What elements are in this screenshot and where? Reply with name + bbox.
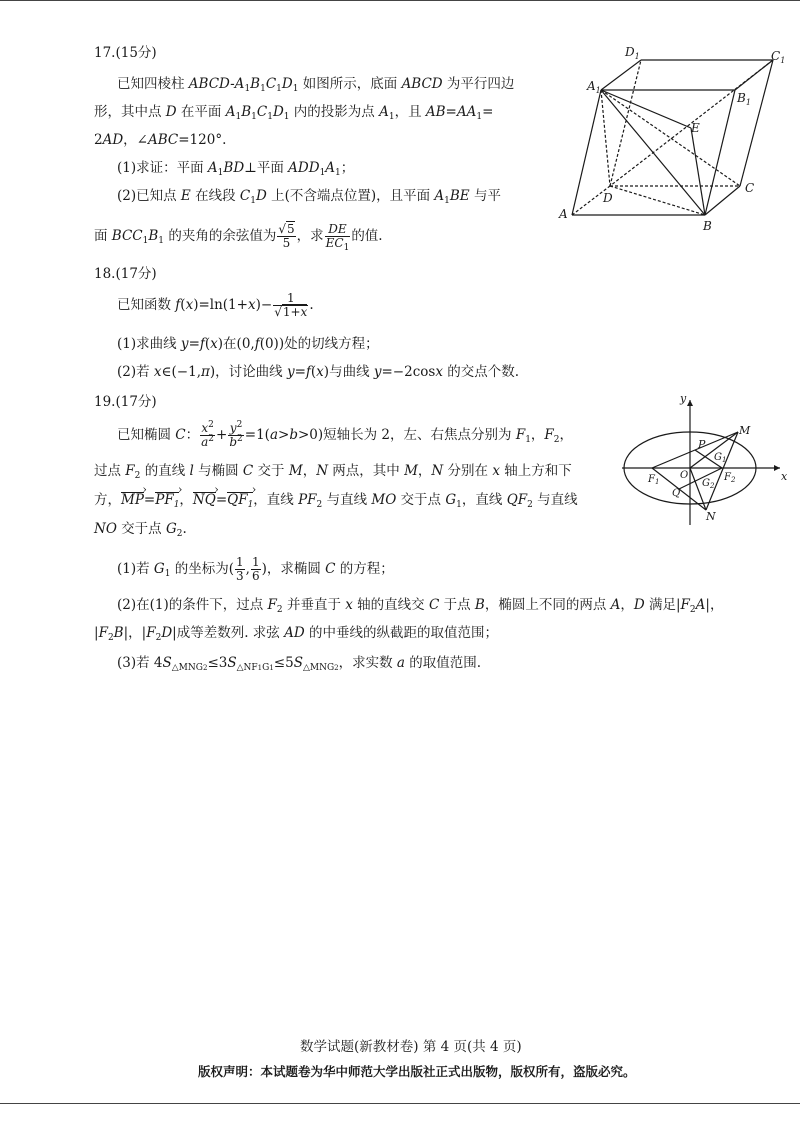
p19-header: 19.(17分) xyxy=(94,394,157,410)
bottom-border xyxy=(0,1103,800,1104)
label-g1: $G_1$ xyxy=(714,452,727,464)
p19-q2-cont: $|F_2B|$，$|F_2D|$成等差数列. 求弦 AD 的中垂线的纵截距的取值范围； xyxy=(94,625,498,643)
label-f2: $F_2$ xyxy=(724,472,736,484)
label-n: N xyxy=(706,510,716,523)
top-border xyxy=(0,0,800,1)
p19-line4: NO 交于点 $G_2$. xyxy=(94,521,187,539)
label-p: P xyxy=(698,438,706,451)
p17-q1: (1)求证：平面 $A_1BD\perp$平面 $ADD_1A_1$； xyxy=(117,160,355,178)
p19-line1: 已知椭圆 C： $\frac{x^2}{a^2}$ + $\frac{y^2}{b^2}$ =1(a>b>0)短轴长为 2，左、右焦点分别为 $F_1$，$F_2$， xyxy=(117,420,574,449)
label-c: C xyxy=(745,181,755,195)
edge-b-c xyxy=(705,186,740,215)
label-a1: $A_1$ xyxy=(587,79,601,95)
p18-line1: 已知函数 f(x)=ln(1+x)− $\frac{1}{√1+x}$ . xyxy=(117,291,314,319)
label-d: D xyxy=(603,191,613,205)
label-o: O xyxy=(680,470,689,481)
copyright-notice: 版权声明：本试题卷为华中师范大学出版社正式出版物，版权所有，盗版必究。 xyxy=(198,1064,636,1079)
label-b1: $B_1$ xyxy=(737,91,751,107)
p17-line2: 形，其中点 D 在平面 $A_1B_1C_1D_1$ 内的投影为点 $A_1$，且 $AB=AA_1=$ xyxy=(94,104,494,122)
label-q: Q xyxy=(672,488,681,499)
edge-d-d1 xyxy=(610,60,641,186)
edge-c-c1 xyxy=(740,60,773,186)
label-e: E xyxy=(691,121,700,135)
p17-line3: 2AD，∠ABC=120°. xyxy=(94,132,227,148)
seg-e-b xyxy=(691,128,705,215)
p18-q1: (1)求曲线 y=f(x)在(0,f(0))处的切线方程； xyxy=(117,336,379,352)
p18-header: 18.(17分) xyxy=(94,266,157,282)
p19-line2: 过点 $F_2$ 的直线 l 与椭圆 C 交于 M，N 两点，其中 M，N 分别在 x 轴上方和下 xyxy=(94,463,572,481)
ratio-fraction: $\frac{DE}{EC_1}$ xyxy=(325,222,350,253)
ellipse-figure xyxy=(618,390,793,530)
label-b: B xyxy=(703,219,712,233)
p17-q2-cont: 面 $BCC_1B_1$ 的夹角的余弦值为 $\frac{√5}{5}$ ，求 $\frac{DE}{EC_1}$ 的值. xyxy=(94,222,383,253)
seg-d-b xyxy=(610,186,705,215)
label-g2: $G_2$ xyxy=(702,478,715,490)
prism-figure xyxy=(555,40,790,235)
page-info: 数学试题(新教材卷) 第 4 页(共 4 页) xyxy=(300,1039,522,1055)
label-x: x xyxy=(781,470,788,483)
p19-q1: (1)若 $G_1$ 的坐标为( $\frac{1}{3}$ , $\frac{1}{6}$ )，求椭圆 C 的方程； xyxy=(117,555,394,583)
label-c1: $C_1$ xyxy=(771,49,786,65)
p17-header: 17.(15分) xyxy=(94,45,157,61)
p19-line3: 方，MP $›=PF_1$ ›，NQ $›=QF_1$ ›，直线 $PF_2$ 与直线 MO 交于点 $G_1$，直线 $QF_2$ 与直线 xyxy=(94,491,578,509)
label-y: y xyxy=(680,392,687,405)
p17-line1: 已知四棱柱 ABCD-$A_1B_1C_1D_1$ 如图所示，底面 ABCD 为平行四边 xyxy=(117,76,515,94)
y-arrow xyxy=(687,400,693,406)
seg-a1-c xyxy=(601,90,740,186)
seg-a1-d xyxy=(601,90,610,186)
x-arrow xyxy=(774,465,780,471)
cos-fraction: $\frac{√5}{5}$ xyxy=(278,222,295,250)
f-fraction: $\frac{1}{√1+x}$ xyxy=(274,291,308,319)
seg-a1-e xyxy=(601,90,691,128)
p19-q3: (3)若 $4S_{\triangle MNG2}\le 3S_{\triangle NF1G1}\le 5S_{\triangle MNG2}$，求实数 a 的取值范围. xyxy=(117,655,482,673)
p17-q2: (2)已知点 E 在线段 $C_1D$ 上(不含端点位置)，且平面 $A_1BE$ 与平 xyxy=(117,188,501,206)
edge-a1-d1 xyxy=(601,60,641,90)
p18-q2: (2)若 x∈(−1,π)，讨论曲线 y=f(x)与曲线 y=−2cosx 的交点个数. xyxy=(117,364,520,380)
label-f1: $F_1$ xyxy=(648,474,660,486)
label-a: A xyxy=(559,207,568,221)
label-d1: $D_1$ xyxy=(625,45,640,61)
p19-q2: (2)在(1)的条件下，过点 $F_2$ 并垂直于 x 轴的直线交 C 于点 B，椭圆上不同的两点 A，D 满足$|F_2A|$， xyxy=(117,597,724,615)
label-m: M xyxy=(739,424,751,437)
